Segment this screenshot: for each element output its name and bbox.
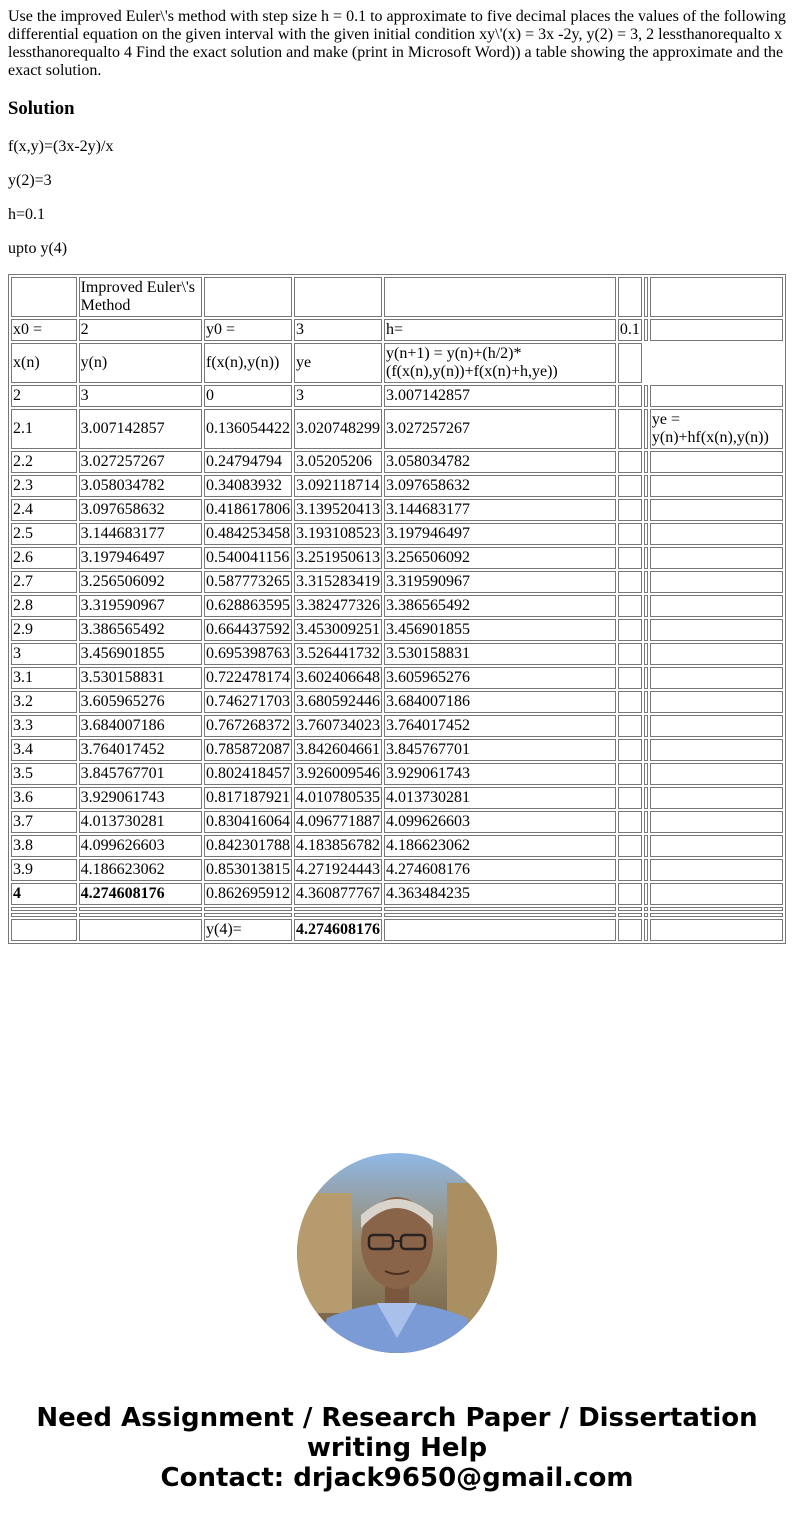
table-row [11, 811, 783, 833]
cell-f: 0.418617806 [204, 499, 292, 521]
cell-yn: 3.197946497 [79, 547, 202, 569]
header-yn: y(n) [79, 343, 202, 383]
h-value: 0.1 [618, 319, 642, 341]
separator-row [11, 907, 783, 911]
cell-ye: 3.193108523 [294, 523, 382, 545]
cell-ynext: 3.197946497 [384, 523, 616, 545]
cell-ynext: 3.319590967 [384, 571, 616, 593]
cell-ye: 4.010780535 [294, 787, 382, 809]
cell-xn: 3.6 [11, 787, 77, 809]
cell-yn: 3 [79, 385, 202, 407]
promo-line-1: Need Assignment / Research Paper / Dissertation [36, 1403, 758, 1433]
table-row [11, 451, 783, 473]
cell-yn: 4.013730281 [79, 811, 202, 833]
cell-ynext: 3.605965276 [384, 667, 616, 689]
table-row [11, 409, 783, 449]
cell-ynext: 3.256506092 [384, 547, 616, 569]
promo-banner [0, 1403, 794, 1493]
separator-row [11, 913, 783, 917]
upto-line: upto y(4) [8, 240, 68, 257]
cell-xn: 2.7 [11, 571, 77, 593]
cell-ye: 3.05205206 [294, 451, 382, 473]
cell-f: 0.34083932 [204, 475, 292, 497]
cell-xn: 3.9 [11, 859, 77, 881]
cell-ynext: 3.845767701 [384, 739, 616, 761]
table-row [11, 475, 783, 497]
table-row [11, 739, 783, 761]
cell-yn: 3.007142857 [79, 409, 202, 449]
cell-ynext: 4.274608176 [384, 859, 616, 881]
cell-ye: 3.680592446 [294, 691, 382, 713]
table-row [11, 835, 783, 857]
header-xn: x(n) [11, 343, 77, 383]
cell-ynext: 4.013730281 [384, 787, 616, 809]
cell-xn: 2.5 [11, 523, 77, 545]
cell-ynext: 3.764017452 [384, 715, 616, 737]
cell-xn: 2.9 [11, 619, 77, 641]
cell-ynext: 3.929061743 [384, 763, 616, 785]
header-ye: ye [294, 343, 382, 383]
table-row [11, 643, 783, 665]
cell-ynext: 4.099626603 [384, 811, 616, 833]
cell-f: 0 [204, 385, 292, 407]
cell-yn: 3.605965276 [79, 691, 202, 713]
table-row [11, 571, 783, 593]
euler-table [8, 274, 786, 944]
cell-ye: 3.382477326 [294, 595, 382, 617]
cell-f: 0.664437592 [204, 619, 292, 641]
cell-yn: 4.274608176 [79, 883, 202, 905]
cell-f: 0.540041156 [204, 547, 292, 569]
cell-yn: 3.319590967 [79, 595, 202, 617]
x0-value: 2 [79, 319, 202, 341]
x0-label: x0 = [11, 319, 77, 341]
cell-f: 0.785872087 [204, 739, 292, 761]
cell-yn: 3.386565492 [79, 619, 202, 641]
cell-ye: 3.453009251 [294, 619, 382, 641]
header-f: f(x(n),y(n)) [204, 343, 292, 383]
cell-f: 0.628863595 [204, 595, 292, 617]
cell-yn: 4.099626603 [79, 835, 202, 857]
person-photo-icon [297, 1153, 497, 1353]
cell-ynext: 3.007142857 [384, 385, 616, 407]
table-row [11, 547, 783, 569]
cell-ye: 3 [294, 385, 382, 407]
cell-f: 0.746271703 [204, 691, 292, 713]
cell-xn: 3.8 [11, 835, 77, 857]
cell-ye: 3.315283419 [294, 571, 382, 593]
promo-line-2: writing Help [306, 1433, 488, 1463]
solution-heading: Solution [8, 98, 75, 119]
cell-yn: 3.256506092 [79, 571, 202, 593]
cell-ynext: 3.386565492 [384, 595, 616, 617]
cell-yn: 3.530158831 [79, 667, 202, 689]
cell-ye: 3.526441732 [294, 643, 382, 665]
cell-xn: 3.5 [11, 763, 77, 785]
author-photo [297, 1153, 497, 1353]
cell-yn: 3.456901855 [79, 643, 202, 665]
cell-ye: 4.096771887 [294, 811, 382, 833]
cell-ye: 4.360877767 [294, 883, 382, 905]
cell-ynext: 3.097658632 [384, 475, 616, 497]
cell-f: 0.862695912 [204, 883, 292, 905]
ye-note: ye = y(n)+hf(x(n),y(n)) [650, 409, 783, 449]
table-row [11, 523, 783, 545]
cell-ye: 3.842604661 [294, 739, 382, 761]
result-value: 4.274608176 [294, 919, 382, 941]
table-row [11, 883, 783, 905]
cell-ye: 3.926009546 [294, 763, 382, 785]
step-size-line: h=0.1 [8, 206, 46, 223]
table-row [11, 385, 783, 407]
cell-f: 0.842301788 [204, 835, 292, 857]
cell-ynext: 4.186623062 [384, 835, 616, 857]
cell-f: 0.587773265 [204, 571, 292, 593]
cell-xn: 2.8 [11, 595, 77, 617]
cell-yn: 3.027257267 [79, 451, 202, 473]
cell-yn: 3.929061743 [79, 787, 202, 809]
cell-xn: 3.4 [11, 739, 77, 761]
table-row [11, 499, 783, 521]
table-row [11, 787, 783, 809]
cell-yn: 3.097658632 [79, 499, 202, 521]
h-label: h= [384, 319, 616, 341]
y0-label: y0 = [204, 319, 292, 341]
cell-xn: 2.1 [11, 409, 77, 449]
y0-value: 3 [294, 319, 382, 341]
table-row [11, 667, 783, 689]
cell-ynext: 3.027257267 [384, 409, 616, 449]
initial-condition-line: y(2)=3 [8, 172, 52, 189]
cell-ye: 3.092118714 [294, 475, 382, 497]
cell-ye: 3.139520413 [294, 499, 382, 521]
cell-ye: 3.020748299 [294, 409, 382, 449]
header-formula: y(n+1) = y(n)+(h/2)*(f(x(n),y(n))+f(x(n)+h,ye)) [384, 343, 616, 383]
params-row [11, 319, 783, 341]
cell-xn: 2.3 [11, 475, 77, 497]
cell-yn: 3.684007186 [79, 715, 202, 737]
cell-xn: 2 [11, 385, 77, 407]
cell-xn: 2.6 [11, 547, 77, 569]
cell-yn: 3.764017452 [79, 739, 202, 761]
cell-ynext: 3.684007186 [384, 691, 616, 713]
table-title: Improved Euler\'s Method [79, 277, 202, 317]
cell-f: 0.484253458 [204, 523, 292, 545]
question-text: Use the improved Euler\'s method with step size h = 0.1 to approximate to five decimal places the values of the following differential equation on the given interval with the given initial condition xy\'(x) = 3x -2y, y(2) = 3, 2 lessthanorequalto x lessthanorequalto 4 Find the exact solution and make (print in Microsoft Word)) a table showing the approximate and the exact solution. [8, 8, 786, 79]
cell-f: 0.853013815 [204, 859, 292, 881]
cell-xn: 3.3 [11, 715, 77, 737]
cell-ynext: 3.456901855 [384, 619, 616, 641]
cell-ye: 3.602406648 [294, 667, 382, 689]
cell-f: 0.817187921 [204, 787, 292, 809]
cell-ye: 3.251950613 [294, 547, 382, 569]
table-row [11, 859, 783, 881]
cell-f: 0.767268372 [204, 715, 292, 737]
cell-ye: 4.271924443 [294, 859, 382, 881]
table-row [11, 715, 783, 737]
cell-ynext: 3.144683177 [384, 499, 616, 521]
table-row [11, 619, 783, 641]
cell-f: 0.802418457 [204, 763, 292, 785]
cell-xn: 4 [11, 883, 77, 905]
cell-xn: 3.7 [11, 811, 77, 833]
cell-xn: 2.4 [11, 499, 77, 521]
cell-f: 0.695398763 [204, 643, 292, 665]
table-row [11, 763, 783, 785]
result-row [11, 919, 783, 941]
table-row [11, 691, 783, 713]
cell-f: 0.136054422 [204, 409, 292, 449]
cell-ye: 4.183856782 [294, 835, 382, 857]
cell-yn: 4.186623062 [79, 859, 202, 881]
function-line: f(x,y)=(3x-2y)/x [8, 138, 114, 155]
result-label: y(4)= [204, 919, 292, 941]
promo-contact: Contact: drjack9650@gmail.com [160, 1463, 634, 1493]
cell-yn: 3.144683177 [79, 523, 202, 545]
cell-xn: 3 [11, 643, 77, 665]
cell-f: 0.830416064 [204, 811, 292, 833]
cell-ynext: 3.530158831 [384, 643, 616, 665]
cell-xn: 3.2 [11, 691, 77, 713]
cell-f: 0.722478174 [204, 667, 292, 689]
cell-ynext: 3.058034782 [384, 451, 616, 473]
cell-ynext: 4.363484235 [384, 883, 616, 905]
cell-xn: 2.2 [11, 451, 77, 473]
header-row [11, 343, 783, 383]
cell-yn: 3.058034782 [79, 475, 202, 497]
cell-ye: 3.760734023 [294, 715, 382, 737]
cell-xn: 3.1 [11, 667, 77, 689]
table-row [11, 595, 783, 617]
cell-yn: 3.845767701 [79, 763, 202, 785]
table-title-row [11, 277, 783, 317]
cell-f: 0.24794794 [204, 451, 292, 473]
